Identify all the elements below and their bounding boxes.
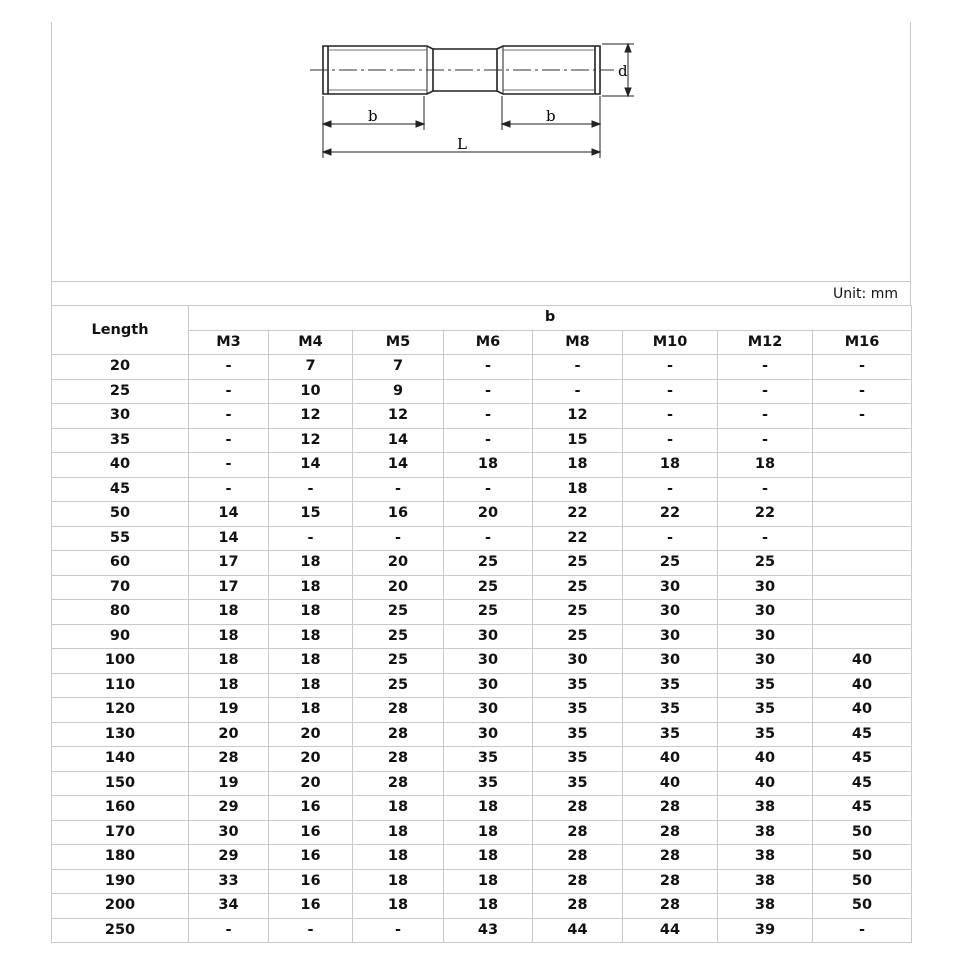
b-value-cell: - bbox=[444, 526, 533, 551]
length-cell: 200 bbox=[52, 894, 189, 919]
b-value-cell: 17 bbox=[189, 575, 269, 600]
b-value-cell: - bbox=[623, 477, 718, 502]
b-value-cell bbox=[813, 477, 912, 502]
b-value-cell: 14 bbox=[189, 502, 269, 527]
double-end-stud-drawing bbox=[52, 22, 910, 281]
b-value-cell: 20 bbox=[353, 575, 444, 600]
b-value-cell: 25 bbox=[623, 551, 718, 576]
b-value-cell: 30 bbox=[533, 649, 623, 674]
b-value-cell: 25 bbox=[533, 600, 623, 625]
b-value-cell: 28 bbox=[353, 722, 444, 747]
b-value-cell: 43 bbox=[444, 918, 533, 943]
b-value-cell: 18 bbox=[189, 649, 269, 674]
b-value-cell: 33 bbox=[189, 869, 269, 894]
b-value-cell: - bbox=[623, 526, 718, 551]
length-cell: 150 bbox=[52, 771, 189, 796]
b-value-cell: 25 bbox=[353, 600, 444, 625]
b-value-cell: 14 bbox=[189, 526, 269, 551]
b-value-cell: 28 bbox=[623, 894, 718, 919]
b-value-cell bbox=[813, 428, 912, 453]
b-value-cell: 18 bbox=[269, 575, 353, 600]
b-value-cell: 40 bbox=[813, 673, 912, 698]
b-value-cell: 14 bbox=[353, 428, 444, 453]
b-value-cell: 18 bbox=[269, 600, 353, 625]
table-row bbox=[52, 502, 912, 527]
b-value-cell: 18 bbox=[269, 551, 353, 576]
b-value-cell: 30 bbox=[444, 698, 533, 723]
size-header-m6: M6 bbox=[444, 330, 533, 355]
b-value-cell: - bbox=[718, 526, 813, 551]
length-cell: 160 bbox=[52, 796, 189, 821]
b-value-cell: 38 bbox=[718, 894, 813, 919]
b-value-cell: 22 bbox=[718, 502, 813, 527]
b-value-cell: - bbox=[718, 379, 813, 404]
b-value-cell: 18 bbox=[444, 869, 533, 894]
b-value-cell: 35 bbox=[533, 722, 623, 747]
b-value-cell: - bbox=[533, 379, 623, 404]
b-value-cell: - bbox=[623, 428, 718, 453]
b-value-cell: - bbox=[813, 404, 912, 429]
size-header-m12: M12 bbox=[718, 330, 813, 355]
length-cell: 70 bbox=[52, 575, 189, 600]
b-value-cell: 30 bbox=[623, 624, 718, 649]
b-value-cell: 30 bbox=[623, 600, 718, 625]
b-value-cell: 18 bbox=[444, 894, 533, 919]
b-value-cell: 35 bbox=[533, 698, 623, 723]
b-value-cell: - bbox=[718, 477, 813, 502]
b-value-cell: 18 bbox=[189, 600, 269, 625]
b-value-cell: 22 bbox=[533, 502, 623, 527]
b-value-cell: - bbox=[813, 355, 912, 380]
b-value-cell bbox=[813, 600, 912, 625]
length-cell: 140 bbox=[52, 747, 189, 772]
length-cell: 190 bbox=[52, 869, 189, 894]
b-value-cell: 30 bbox=[718, 575, 813, 600]
b-value-cell: - bbox=[189, 453, 269, 478]
b-value-cell: 15 bbox=[269, 502, 353, 527]
b-value-cell: 16 bbox=[269, 894, 353, 919]
b-value-cell: 40 bbox=[718, 747, 813, 772]
b-value-cell: - bbox=[269, 526, 353, 551]
table-row bbox=[52, 379, 912, 404]
length-cell: 25 bbox=[52, 379, 189, 404]
b-header: b bbox=[189, 306, 912, 331]
b-value-cell: 18 bbox=[269, 624, 353, 649]
b-value-cell: 28 bbox=[623, 820, 718, 845]
b-value-cell: 18 bbox=[353, 869, 444, 894]
b-value-cell: 20 bbox=[444, 502, 533, 527]
b-value-cell: 19 bbox=[189, 771, 269, 796]
b-value-cell: 9 bbox=[353, 379, 444, 404]
b-value-cell: 18 bbox=[444, 796, 533, 821]
b-value-cell: 34 bbox=[189, 894, 269, 919]
b-value-cell: 45 bbox=[813, 747, 912, 772]
b-value-cell: 50 bbox=[813, 894, 912, 919]
b-value-cell: 25 bbox=[353, 624, 444, 649]
b-value-cell: 16 bbox=[269, 796, 353, 821]
b-value-cell: 18 bbox=[533, 477, 623, 502]
table-row bbox=[52, 771, 912, 796]
b-value-cell: 28 bbox=[533, 796, 623, 821]
b-value-cell: 39 bbox=[718, 918, 813, 943]
b-value-cell: 28 bbox=[623, 845, 718, 870]
length-cell: 130 bbox=[52, 722, 189, 747]
table-row bbox=[52, 355, 912, 380]
b-value-cell: - bbox=[353, 918, 444, 943]
b-value-cell: 30 bbox=[623, 575, 718, 600]
b-value-cell: 44 bbox=[533, 918, 623, 943]
b-value-cell bbox=[813, 526, 912, 551]
length-cell: 90 bbox=[52, 624, 189, 649]
b-value-cell: - bbox=[444, 404, 533, 429]
b-value-cell: - bbox=[623, 404, 718, 429]
b-value-cell: 30 bbox=[718, 600, 813, 625]
b-value-cell: 18 bbox=[623, 453, 718, 478]
table-row bbox=[52, 796, 912, 821]
table-row bbox=[52, 575, 912, 600]
b-value-cell: 30 bbox=[444, 624, 533, 649]
table-row bbox=[52, 722, 912, 747]
b-value-cell: 19 bbox=[189, 698, 269, 723]
b-value-cell: 35 bbox=[533, 771, 623, 796]
b-value-cell: 20 bbox=[269, 771, 353, 796]
length-cell: 35 bbox=[52, 428, 189, 453]
b-value-cell: - bbox=[189, 355, 269, 380]
size-header-m16: M16 bbox=[813, 330, 912, 355]
b-value-cell: 38 bbox=[718, 869, 813, 894]
b-value-cell: 20 bbox=[189, 722, 269, 747]
b-value-cell: 20 bbox=[269, 722, 353, 747]
table-row bbox=[52, 624, 912, 649]
table-row bbox=[52, 869, 912, 894]
b-value-cell: 50 bbox=[813, 869, 912, 894]
b-value-cell: - bbox=[444, 355, 533, 380]
b-value-cell: 30 bbox=[444, 722, 533, 747]
spec-table-body bbox=[52, 355, 912, 943]
b-value-cell: 18 bbox=[718, 453, 813, 478]
b-value-cell: 25 bbox=[533, 624, 623, 649]
b-value-cell bbox=[813, 502, 912, 527]
b-value-cell: 29 bbox=[189, 845, 269, 870]
b-value-cell: 35 bbox=[623, 698, 718, 723]
table-row bbox=[52, 698, 912, 723]
length-cell: 55 bbox=[52, 526, 189, 551]
table-row bbox=[52, 551, 912, 576]
b-value-cell: 35 bbox=[444, 747, 533, 772]
b-value-cell: 25 bbox=[444, 575, 533, 600]
b-value-cell: 28 bbox=[533, 869, 623, 894]
b-value-cell: 16 bbox=[269, 869, 353, 894]
b-value-cell: 18 bbox=[353, 796, 444, 821]
b-value-cell: 44 bbox=[623, 918, 718, 943]
b-value-cell: - bbox=[269, 918, 353, 943]
b-value-cell: 50 bbox=[813, 845, 912, 870]
b-value-cell: 16 bbox=[353, 502, 444, 527]
b-value-cell: 35 bbox=[444, 771, 533, 796]
b-value-cell: 20 bbox=[269, 747, 353, 772]
b-value-cell: 40 bbox=[813, 649, 912, 674]
length-header: Length bbox=[52, 306, 189, 355]
b-value-cell bbox=[813, 453, 912, 478]
b-value-cell: 35 bbox=[623, 722, 718, 747]
b-value-cell: 25 bbox=[533, 575, 623, 600]
b-value-cell: - bbox=[189, 404, 269, 429]
b-value-cell: 30 bbox=[444, 673, 533, 698]
size-header-m3: M3 bbox=[189, 330, 269, 355]
b-value-cell: 18 bbox=[353, 894, 444, 919]
b-value-cell: 28 bbox=[623, 796, 718, 821]
b-value-cell: 20 bbox=[353, 551, 444, 576]
table-row bbox=[52, 673, 912, 698]
b-value-cell: 29 bbox=[189, 796, 269, 821]
length-cell: 60 bbox=[52, 551, 189, 576]
b-value-cell: 12 bbox=[533, 404, 623, 429]
b-value-cell: - bbox=[623, 379, 718, 404]
b-value-cell: 35 bbox=[718, 673, 813, 698]
b-value-cell: 30 bbox=[718, 624, 813, 649]
b-value-cell: 18 bbox=[269, 673, 353, 698]
length-cell: 50 bbox=[52, 502, 189, 527]
b-value-cell: - bbox=[353, 526, 444, 551]
unit-row bbox=[51, 281, 911, 306]
b-value-cell: 16 bbox=[269, 845, 353, 870]
b-value-cell: 25 bbox=[353, 649, 444, 674]
b-value-cell: 30 bbox=[718, 649, 813, 674]
b-value-cell: 7 bbox=[269, 355, 353, 380]
b-value-cell: 14 bbox=[269, 453, 353, 478]
b-value-cell: 35 bbox=[718, 722, 813, 747]
b-value-cell: - bbox=[444, 379, 533, 404]
unit-label: Unit: mm bbox=[833, 286, 898, 302]
b-value-cell: 12 bbox=[269, 404, 353, 429]
table-row bbox=[52, 894, 912, 919]
b-value-cell: - bbox=[444, 428, 533, 453]
length-cell: 40 bbox=[52, 453, 189, 478]
table-row bbox=[52, 428, 912, 453]
b-value-cell: 40 bbox=[623, 747, 718, 772]
b-value-cell: 40 bbox=[813, 698, 912, 723]
table-row bbox=[52, 820, 912, 845]
document-frame bbox=[51, 22, 911, 944]
b-value-cell: 28 bbox=[353, 698, 444, 723]
b-value-cell: 18 bbox=[444, 453, 533, 478]
b-value-cell: 28 bbox=[533, 894, 623, 919]
b-value-cell: 30 bbox=[623, 649, 718, 674]
b-value-cell: 45 bbox=[813, 796, 912, 821]
table-row bbox=[52, 453, 912, 478]
size-header-m4: M4 bbox=[269, 330, 353, 355]
b-value-cell: 25 bbox=[444, 551, 533, 576]
b-value-cell: 45 bbox=[813, 771, 912, 796]
b-value-cell: - bbox=[189, 477, 269, 502]
b-value-cell: 10 bbox=[269, 379, 353, 404]
b-value-cell: 18 bbox=[444, 845, 533, 870]
b-value-cell: 18 bbox=[269, 698, 353, 723]
b-value-cell: 18 bbox=[444, 820, 533, 845]
b-value-cell: 14 bbox=[353, 453, 444, 478]
b-value-cell: 28 bbox=[623, 869, 718, 894]
b-value-cell: 45 bbox=[813, 722, 912, 747]
b-value-cell bbox=[813, 551, 912, 576]
b-value-cell: 35 bbox=[718, 698, 813, 723]
b-value-cell: 40 bbox=[623, 771, 718, 796]
b-value-cell: - bbox=[718, 404, 813, 429]
b-value-cell: 28 bbox=[353, 747, 444, 772]
b-value-cell: 38 bbox=[718, 820, 813, 845]
b-right-label: b bbox=[546, 107, 556, 125]
b-value-cell: 22 bbox=[623, 502, 718, 527]
length-cell: 250 bbox=[52, 918, 189, 943]
length-cell: 170 bbox=[52, 820, 189, 845]
table-row bbox=[52, 747, 912, 772]
b-value-cell: - bbox=[623, 355, 718, 380]
length-cell: 30 bbox=[52, 404, 189, 429]
b-value-cell: 18 bbox=[353, 820, 444, 845]
b-value-cell: 28 bbox=[353, 771, 444, 796]
table-row bbox=[52, 600, 912, 625]
b-value-cell: - bbox=[718, 355, 813, 380]
table-row bbox=[52, 649, 912, 674]
length-cell: 120 bbox=[52, 698, 189, 723]
size-header-m10: M10 bbox=[623, 330, 718, 355]
b-value-cell: 35 bbox=[533, 747, 623, 772]
b-value-cell: 22 bbox=[533, 526, 623, 551]
length-cell: 20 bbox=[52, 355, 189, 380]
b-value-cell: 30 bbox=[189, 820, 269, 845]
b-value-cell: 12 bbox=[353, 404, 444, 429]
length-cell: 180 bbox=[52, 845, 189, 870]
size-header-m5: M5 bbox=[353, 330, 444, 355]
b-value-cell: - bbox=[269, 477, 353, 502]
b-value-cell: 15 bbox=[533, 428, 623, 453]
b-value-cell: 25 bbox=[718, 551, 813, 576]
stud-diagram-panel bbox=[51, 22, 911, 281]
b-value-cell bbox=[813, 575, 912, 600]
b-value-cell: 17 bbox=[189, 551, 269, 576]
b-value-cell: 50 bbox=[813, 820, 912, 845]
b-value-cell: - bbox=[813, 918, 912, 943]
b-value-cell: 25 bbox=[533, 551, 623, 576]
length-cell: 45 bbox=[52, 477, 189, 502]
L-label: L bbox=[457, 135, 467, 153]
b-value-cell: - bbox=[189, 428, 269, 453]
b-value-cell: 30 bbox=[444, 649, 533, 674]
table-row bbox=[52, 526, 912, 551]
stud-spec-table bbox=[51, 305, 912, 943]
b-value-cell: 12 bbox=[269, 428, 353, 453]
b-value-cell: 16 bbox=[269, 820, 353, 845]
b-value-cell: - bbox=[533, 355, 623, 380]
b-value-cell: 18 bbox=[189, 673, 269, 698]
b-value-cell: 25 bbox=[444, 600, 533, 625]
b-value-cell: 35 bbox=[623, 673, 718, 698]
b-value-cell bbox=[813, 624, 912, 649]
b-value-cell: 28 bbox=[533, 820, 623, 845]
b-value-cell: 28 bbox=[533, 845, 623, 870]
length-cell: 80 bbox=[52, 600, 189, 625]
b-value-cell: 38 bbox=[718, 845, 813, 870]
d-label: d bbox=[618, 62, 628, 80]
b-value-cell: 7 bbox=[353, 355, 444, 380]
b-value-cell: - bbox=[444, 477, 533, 502]
length-cell: 110 bbox=[52, 673, 189, 698]
size-header-m8: M8 bbox=[533, 330, 623, 355]
b-value-cell: - bbox=[189, 918, 269, 943]
b-value-cell: - bbox=[718, 428, 813, 453]
b-value-cell: 35 bbox=[533, 673, 623, 698]
b-value-cell: 28 bbox=[189, 747, 269, 772]
table-row bbox=[52, 918, 912, 943]
table-row bbox=[52, 477, 912, 502]
table-row bbox=[52, 404, 912, 429]
b-value-cell: 38 bbox=[718, 796, 813, 821]
length-cell: 100 bbox=[52, 649, 189, 674]
b-value-cell: - bbox=[813, 379, 912, 404]
b-value-cell: 18 bbox=[353, 845, 444, 870]
b-value-cell: - bbox=[353, 477, 444, 502]
b-value-cell: 18 bbox=[189, 624, 269, 649]
b-value-cell: 25 bbox=[353, 673, 444, 698]
b-value-cell: 40 bbox=[718, 771, 813, 796]
b-left-label: b bbox=[368, 107, 378, 125]
b-value-cell: - bbox=[189, 379, 269, 404]
b-value-cell: 18 bbox=[533, 453, 623, 478]
b-value-cell: 18 bbox=[269, 649, 353, 674]
table-row bbox=[52, 845, 912, 870]
